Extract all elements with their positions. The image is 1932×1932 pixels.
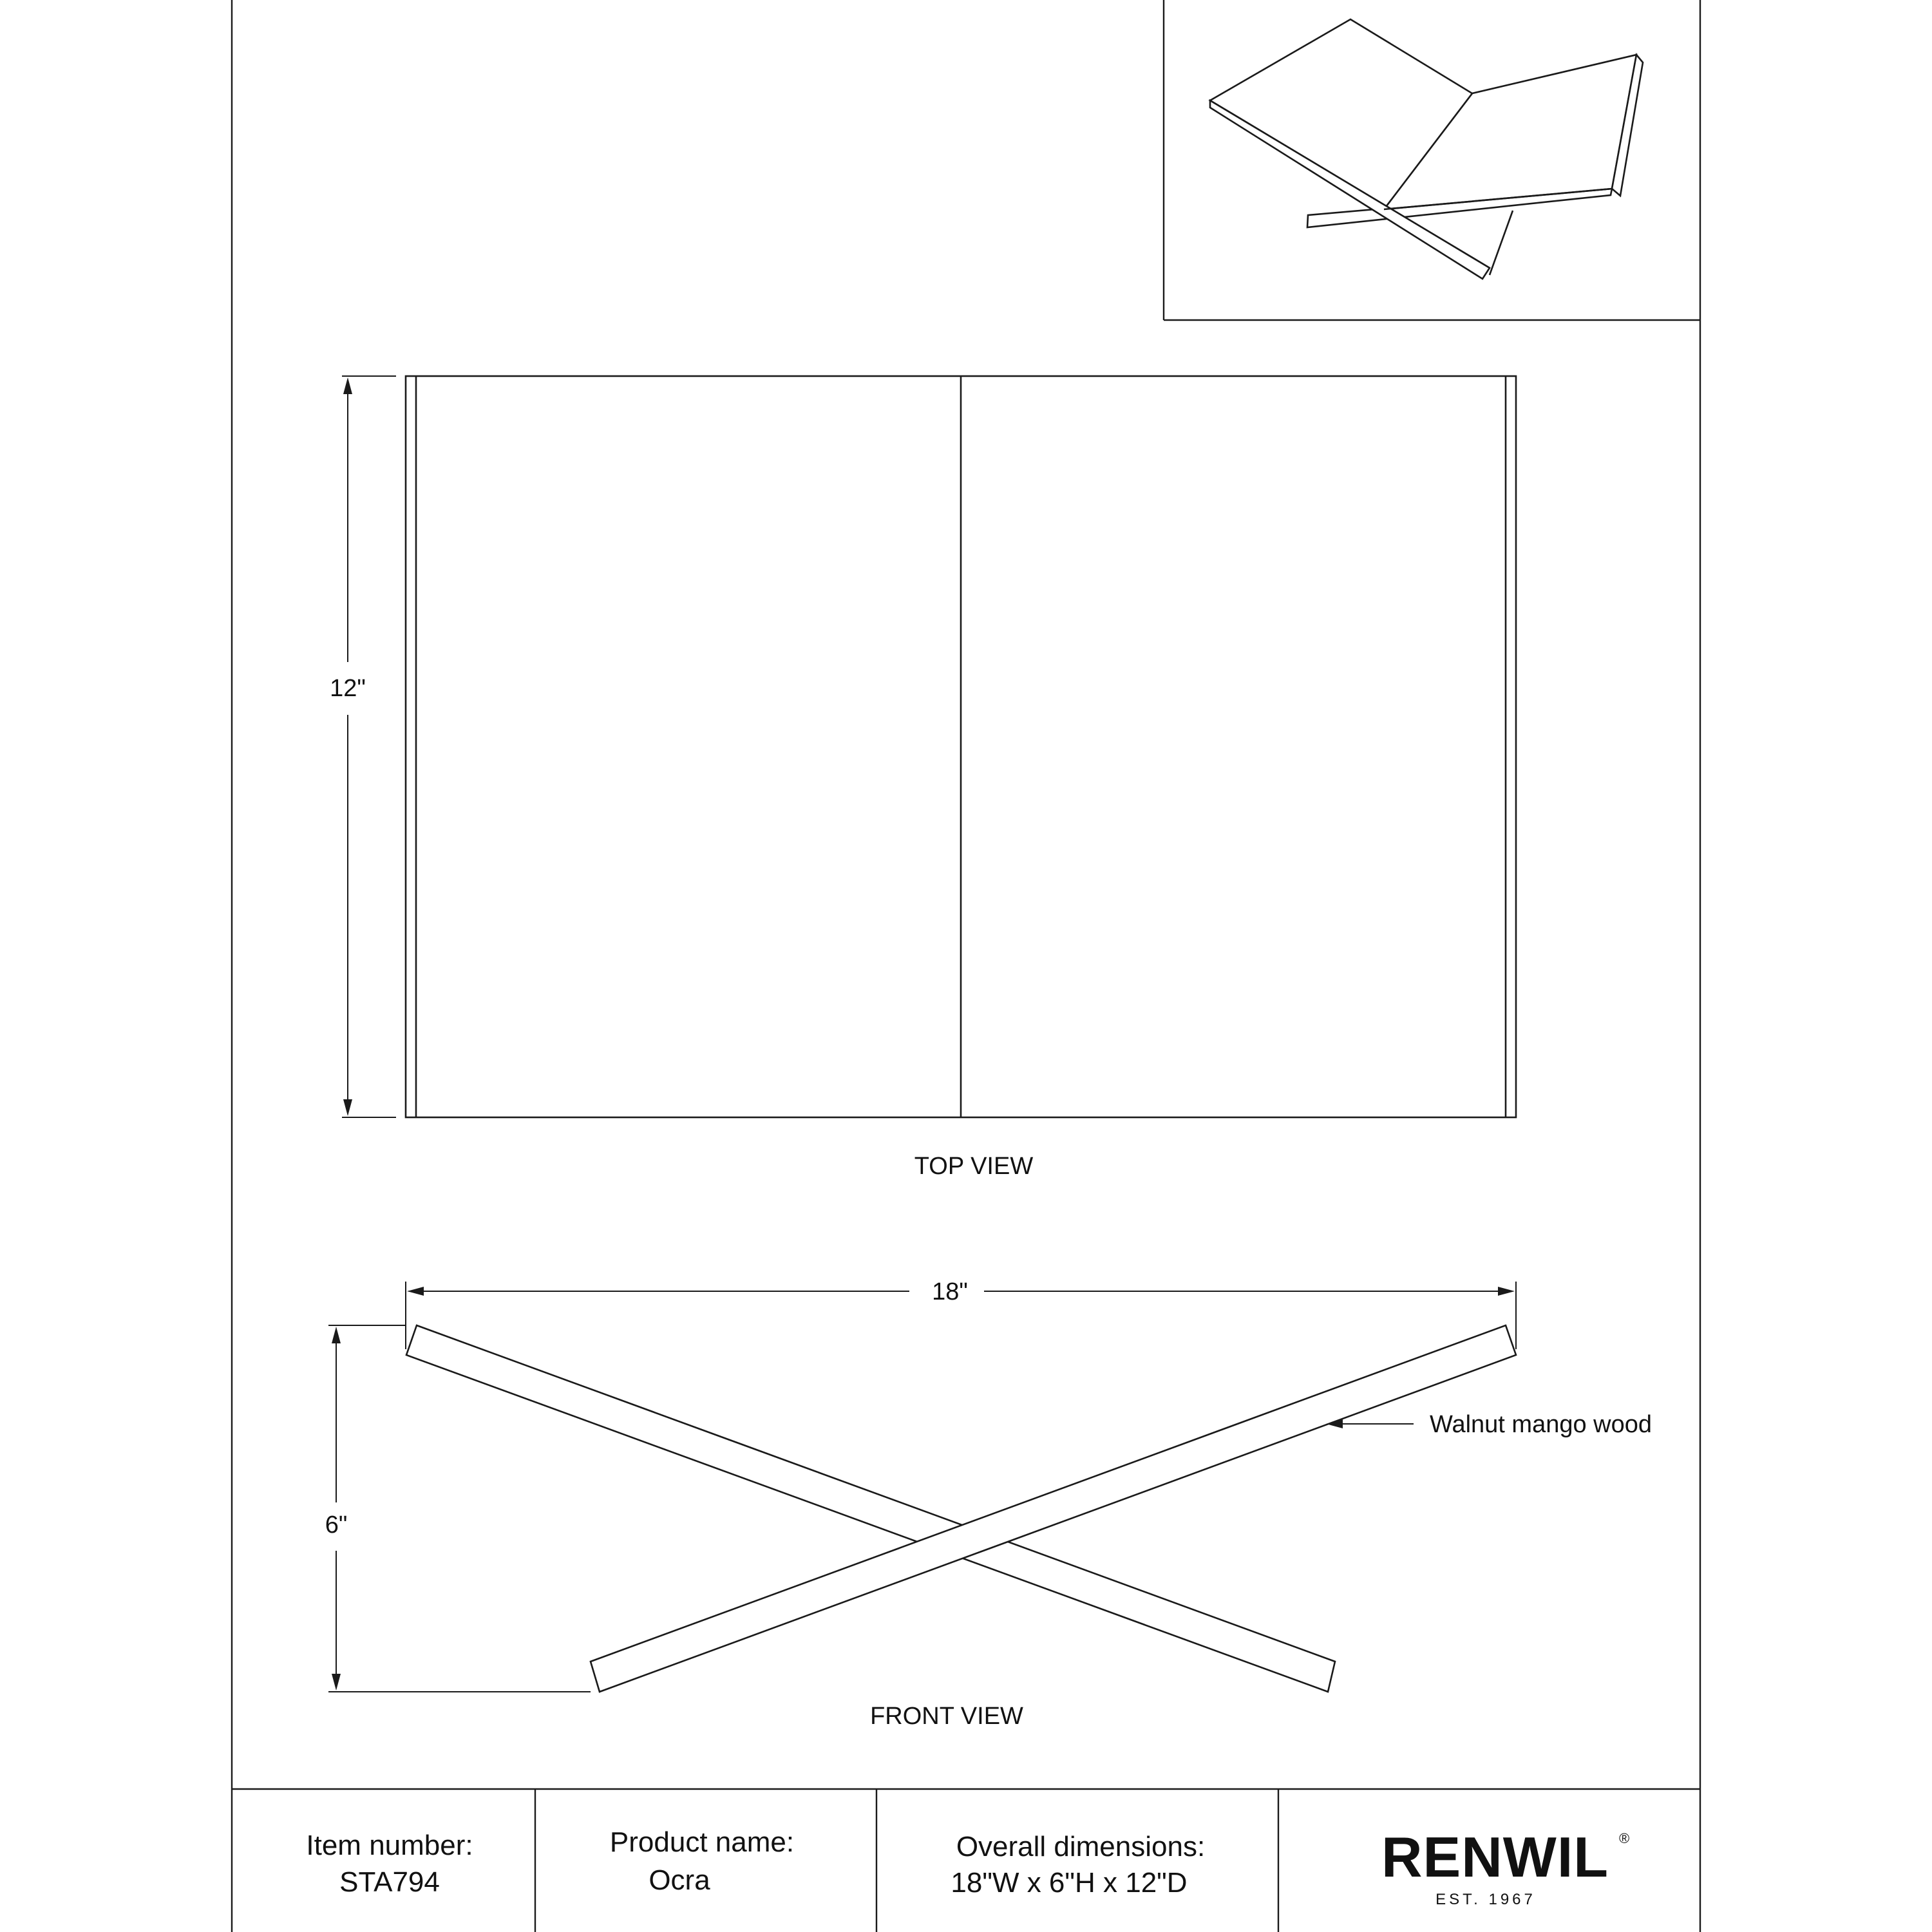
front-view xyxy=(406,1325,1516,1730)
title-block xyxy=(306,1826,1205,1899)
material-label: Walnut mango wood xyxy=(1430,1411,1653,1438)
product-name-label: Product name: xyxy=(609,1826,795,1858)
item-number-value: STA794 xyxy=(339,1866,440,1898)
product-name-value: Ocra xyxy=(649,1864,710,1896)
top-view xyxy=(406,376,1516,1180)
sheet-frame xyxy=(232,0,1700,1932)
material-callout xyxy=(1326,1411,1652,1438)
depth-arrow-top xyxy=(343,377,352,394)
item-number-label: Item number: xyxy=(306,1830,473,1861)
height-arrow-top xyxy=(332,1327,341,1343)
overall-dimensions-value: 18"W x 6"H x 12"D xyxy=(951,1867,1188,1899)
width-arrow-left xyxy=(407,1287,424,1296)
depth-dimension xyxy=(330,376,396,1117)
depth-arrow-bottom xyxy=(343,1099,352,1116)
height-label: 6" xyxy=(325,1511,348,1539)
front-board-descending xyxy=(406,1325,1335,1692)
iso-tail xyxy=(1490,211,1513,275)
height-arrow-bottom xyxy=(332,1674,341,1690)
front-view-label: FRONT VIEW xyxy=(870,1703,1023,1730)
registered-mark: ® xyxy=(1619,1830,1630,1846)
front-board-ascending xyxy=(591,1325,1516,1692)
width-arrow-right xyxy=(1498,1287,1515,1296)
isometric-drawing xyxy=(1210,19,1643,279)
overall-dimensions-label: Overall dimensions: xyxy=(956,1831,1206,1862)
width-label: 18" xyxy=(932,1278,968,1305)
depth-label: 12" xyxy=(330,675,366,702)
isometric-view xyxy=(1164,0,1700,320)
top-view-label: TOP VIEW xyxy=(914,1153,1034,1180)
brand-logo xyxy=(1381,1825,1629,1908)
established-text: EST. 1967 xyxy=(1435,1891,1536,1908)
brand-name: RENWIL xyxy=(1381,1825,1609,1889)
width-dimension xyxy=(406,1278,1516,1349)
